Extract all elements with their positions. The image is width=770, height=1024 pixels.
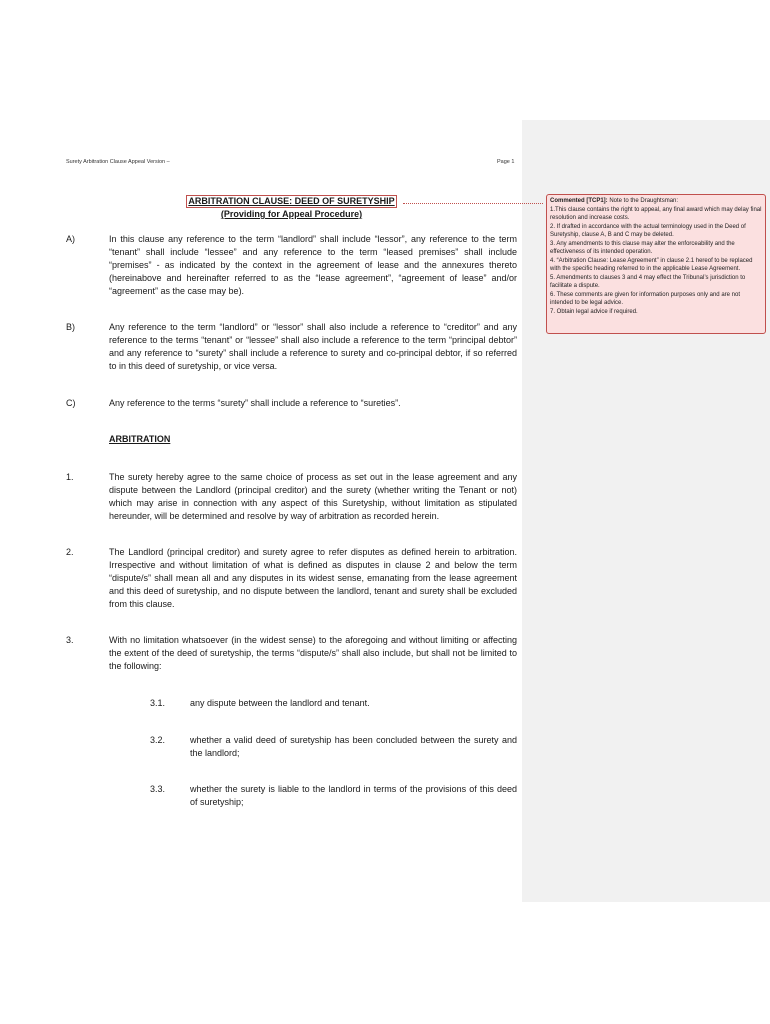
definition-label: B) [66, 322, 75, 332]
comment-line: 5. Amendments to clauses 3 and 4 may effect the Tribunal’s jurisdiction to facilitate a dispute. [550, 274, 746, 289]
definition-text: Any reference to the terms “surety” shall include a reference to “sureties”. [109, 398, 401, 408]
definition-text: In this clause any reference to the term “landlord” shall include “lessor”, any reference to the term “tenant” shall include “lessee” and any reference to the term “leased premises” shall include “premises” - as indicated by the context in the agreement of lease and the annexures thereto (hereinabove and hereinafter referred to as the “lease agreement”, “agreement of lease” and/or “agreement” as the case may be). [109, 234, 517, 296]
clause-number: 1. [66, 472, 74, 482]
comment-connector-line [403, 203, 543, 204]
comment-line: 4. “Arbitration Clause: Lease Agreement” in clause 2.1 hereof to be replaced with the specific heading referred to in the applicable Lease Agreement. [550, 257, 753, 272]
definition-text: Any reference to the term “landlord” or “lessor” shall also include a reference to “creditor” and any reference to the terms “tenant” or “lessee” shall also include a reference to the term “principal debtor” and any reference to “surety” shall include a reference to surety and co-principal debtor, if so referred to in this deed of suretyship, or vice versa. [109, 322, 517, 371]
running-header: Surety Arbitration Clause Appeal Version – [66, 159, 170, 165]
subclause-number: 3.3. [150, 784, 166, 794]
subclause-number: 3.1. [150, 698, 166, 708]
subclause-text: whether the surety is liable to the landlord in terms of the provisions of this deed of suretyship; [190, 784, 517, 807]
document-title-block [66, 195, 517, 221]
comment-intro: Note to the Draughtsman: [609, 198, 679, 204]
comment-balloon[interactable] [546, 194, 766, 334]
clause-text: With no limitation whatsoever (in the widest sense) to the aforegoing and without limiting or affecting the extent of the deed of suretyship, the terms “dispute/s” shall also include, but shall not be limited to the following: [109, 635, 517, 671]
subclause-text: whether a valid deed of suretyship has been concluded between the surety and the landlord; [190, 735, 517, 758]
subclause-number: 3.2. [150, 735, 166, 745]
definition-label: A) [66, 234, 75, 244]
page-number: Page 1 [497, 159, 515, 165]
clause-text: The Landlord (principal creditor) and surety agree to refer disputes as defined herein to arbitration. Irrespective and without limitation of what is defined as disputes in clause 2 and below the term “dispute/s” shall mean all and any disputes in its widest sense, emanating from the lease agreement and this deed of suretyship, and no dispute between the landlord, tenant and surety shall be excluded from this clause. [109, 547, 517, 609]
subclause-text: any dispute between the landlord and tenant. [190, 698, 370, 708]
comment-author: Commented [TCP1]: [550, 198, 608, 204]
clause-text: The surety hereby agree to the same choice of process as set out in the lease agreement and any dispute between the Landlord (principal creditor) and the surety (whether writing the Tenant or not) which may arise in connection with any aspect of this Suretyship, without limitation as stipulated hereunder, will be determined and resolve by way of arbitration as recorded herein. [109, 472, 517, 521]
document-title[interactable]: ARBITRATION CLAUSE: DEED OF SURETYSHIP [188, 196, 395, 206]
definition-label: C) [66, 398, 76, 408]
comment-line: 3. Any amendments to this clause may alter the enforceability and the effectiveness of its intended operation. [550, 240, 735, 255]
comment-line: 1.This clause contains the right to appeal, any final award which may delay final resolution and increase costs. [550, 206, 762, 221]
clause-number: 2. [66, 547, 74, 557]
document-subtitle: (Providing for Appeal Procedure) [220, 209, 363, 219]
comment-line: 6. These comments are given for information purposes only and are not intended to be legal advice. [550, 291, 740, 306]
comment-line: 7. Obtain legal advice if required. [550, 308, 638, 315]
section-heading-arbitration: ARBITRATION [109, 434, 171, 444]
clause-number: 3. [66, 635, 74, 645]
comment-line: 2. If drafted in accordance with the actual terminology used in the Deed of Suretyship, clause A, B and C may be deleted. [550, 223, 746, 238]
